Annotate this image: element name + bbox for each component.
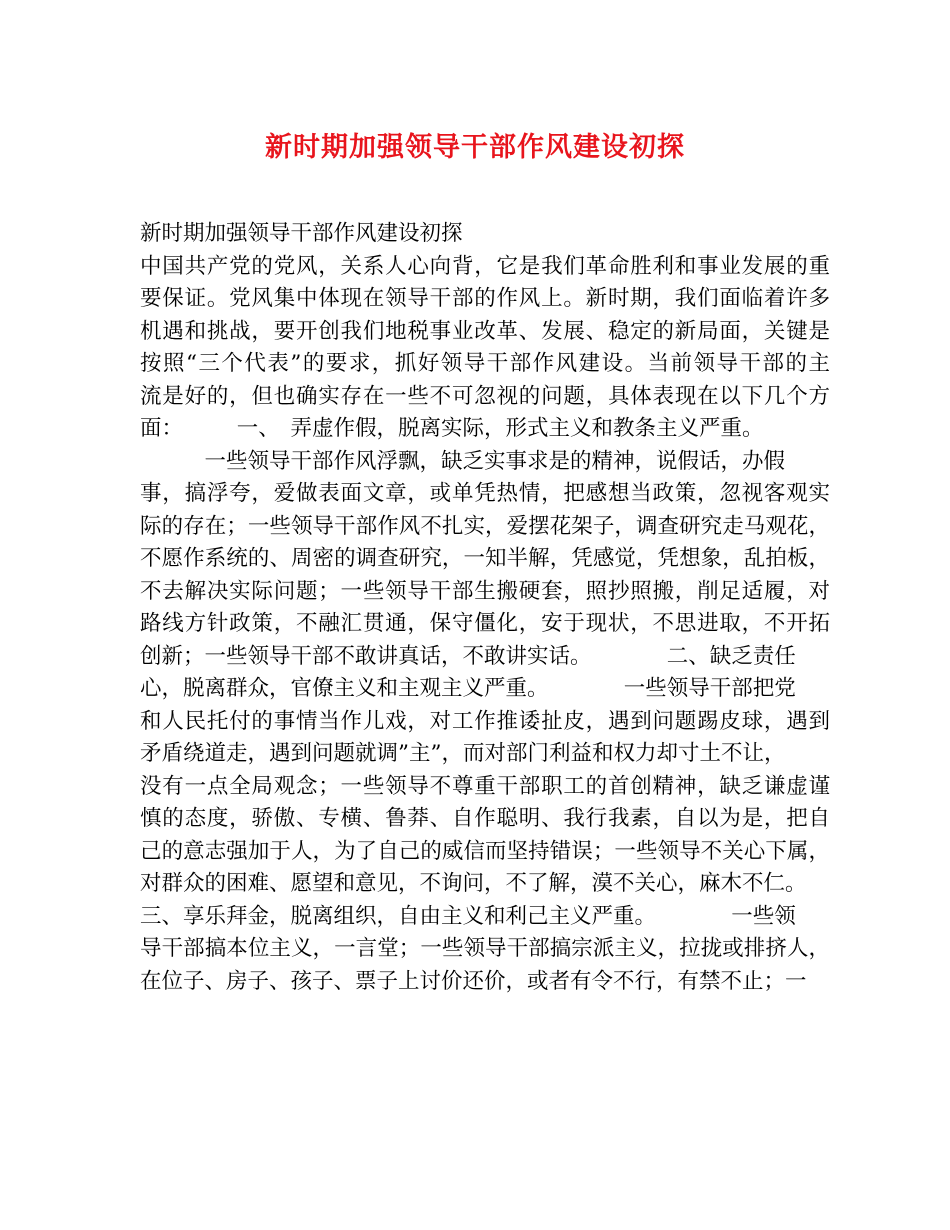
body-line: 路线方针政策，不融汇贯通，保守僵化，安于现状，不思进取，不开拓 [140,611,830,636]
body-line: 不去解决实际问题；一些领导干部生搬硬套，照抄照搬，削足适履，对 [140,578,830,604]
body-line: 际的存在；一些领导干部作风不扎实，爱摆花架子，调查研究走马观花， [140,513,830,539]
body-line: 一些领导干部作风浮飘，缺乏实事求是的精神，说假话，办假 [140,448,786,474]
body-line: 三、享乐拜金，脱离组织，自由主义和利己主义严重。 一些领 [140,903,796,929]
body-line: 中国共产党的党风，关系人心向背，它是我们革命胜利和事业发展的重 [140,253,830,279]
body-line: 事，搞浮夸，爱做表面文章，或单凭热情，把感想当政策，忽视客观实 [140,481,830,506]
body-line: 面： 一、 弄虚作假，脱离实际，形式主义和教条主义严重。 [140,416,764,441]
body-line: 导干部搞本位主义，一言堂；一些领导干部搞宗派主义，拉拢或排挤人， [140,936,830,961]
body-line: 矛盾绕道走，遇到问题就调”主”，而对部门利益和权力却寸土不让， [140,741,786,766]
document-body [140,218,830,998]
body-line: 流是好的，但也确实存在一些不可忽视的问题，具体表现在以下几个方 [140,383,830,409]
body-line: 机遇和挑战，要开创我们地税事业改革、发展、稳定的新局面，关键是 [140,318,830,344]
body-line: 创新；一些领导干部不敢讲真话，不敢讲实话。 二、缺乏责任 [140,643,796,669]
body-line: 不愿作系统的、周密的调查研究，一知半解，凭感觉，凭想象，乱拍板， [140,546,830,571]
body-line: 要保证。党风集中体现在领导干部的作风上。新时期，我们面临着许多 [140,286,830,311]
document-title: 新时期加强领导干部作风建设初探 [265,132,685,163]
body-line: 没有一点全局观念；一些领导不尊重干部职工的首创精神，缺乏谦虚谨 [140,773,830,799]
body-line: 新时期加强领导干部作风建设初探 [140,221,463,246]
body-line: 和人民托付的事情当作儿戏，对工作推诿扯皮，遇到问题踢皮球，遇到 [140,708,830,734]
body-line: 在位子、房子、孩子、票子上讨价还价，或者有令不行，有禁不止；一 [140,968,807,994]
body-line: 己的意志强加于人，为了自己的威信而坚持错误；一些领导不关心下属， [140,838,830,864]
body-line: 心，脱离群众，官僚主义和主观主义严重。 一些领导干部把党 [140,676,796,701]
body-line: 按照“三个代表”的要求，抓好领导干部作风建设。当前领导干部的主 [140,351,830,376]
body-line: 慎的态度，骄傲、专横、鲁莽、自作聪明、我行我素，自以为是，把自 [140,806,830,831]
body-line: 对群众的困难、愿望和意见，不询问，不了解，漠不关心，麻木不仁。 [140,871,807,896]
